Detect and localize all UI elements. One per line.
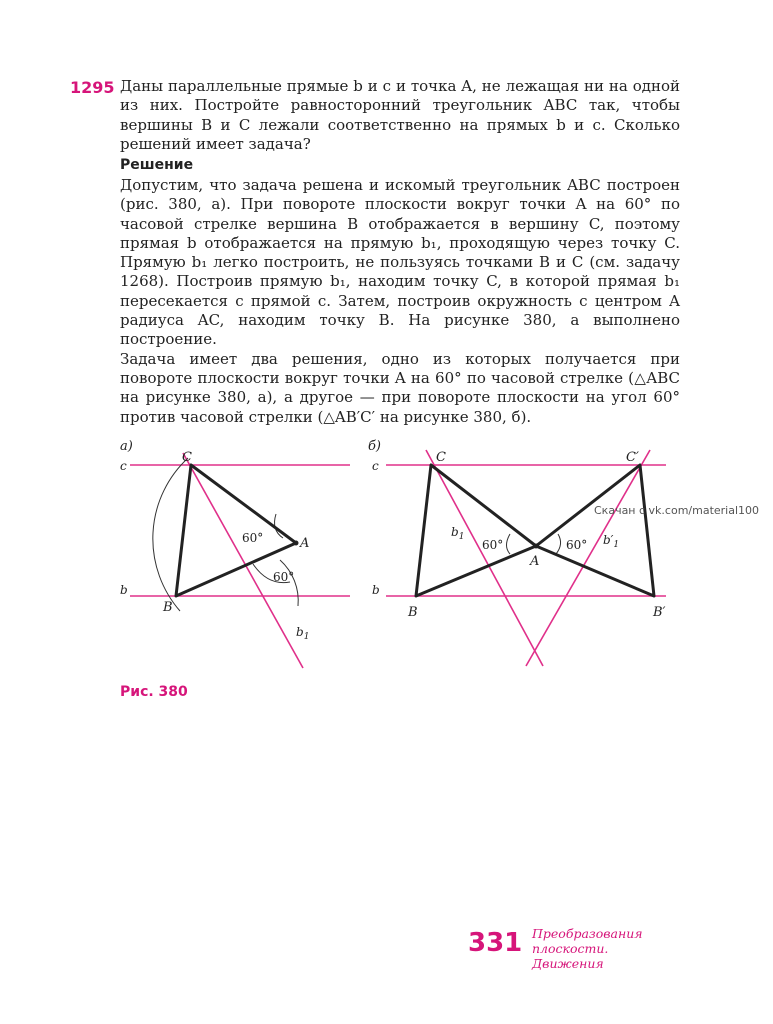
chapter-title (532, 926, 682, 971)
solution-paragraph-1: Допустим, что задача решена и искомый треугольник ABC построен (рис. 380, а). При повороте плоскости вокруг точки A на 60° по часовой стрелке вершина B отображается в вершину C, поэтому прямая b отображается на прямую b₁, проходящую через точку C. Прямую b₁ легко построить, не пользуясь точками B и C (см. задачу 1268). Построив прямую b₁, находим точку C, в которой прямая b₁ пересекается с прямой c. Затем, построив окружность с центром A радиуса AC, находим точку B. На рисунке 380, а выполнено построение. (120, 176, 680, 349)
problem-statement: Даны параллельные прямые b и c и точка A, не лежащая ни на одной из них. Постройте равносторонний треугольник ABC так, чтобы вершины B и C лежали соответственно на прямых b и c. Сколько решений имеет задача? (120, 77, 680, 153)
solution-heading: Решение (120, 157, 194, 173)
label-c-line: c (372, 459, 379, 473)
label-b-line: b (372, 583, 380, 597)
figure-b-panel-label: б) (368, 439, 382, 454)
label-b1: $b_1$ (296, 625, 310, 642)
label-vertex-b: B (163, 600, 173, 615)
angle-arc-1 (275, 514, 283, 538)
label-vertex-a: A (300, 536, 310, 551)
label-vertex-c: C (182, 450, 192, 465)
chapter-title-line-3: Движения (532, 956, 604, 971)
line-b1-prime (526, 450, 650, 666)
figure-caption: Рис. 380 (120, 684, 188, 700)
label-angle-1: 60° (242, 531, 264, 545)
label-vertex-a: A (530, 554, 540, 569)
problem-text (120, 77, 680, 154)
label-angle-1: 60° (482, 538, 504, 552)
chapter-title-line-1: Преобразования (532, 926, 643, 941)
figure-a (118, 436, 358, 676)
solution-paragraph-2: Задача имеет два решения, одно из которых получается при повороте плоскости вокруг точки A на 60° по часовой стрелке (△ABC на рисунке 380, а), а другое — при повороте плоскости на угол 60° против часовой стрелки (△AB′C′ на рисунке 380, б). (120, 349, 680, 426)
label-vertex-c-prime: C′ (626, 450, 639, 465)
label-vertex-b-prime: B′ (653, 605, 666, 620)
triangle-abc (416, 465, 536, 596)
solution-text (120, 176, 680, 427)
problem-number: 1295 (70, 78, 115, 97)
figure-a-panel-label: а) (120, 439, 133, 454)
label-angle-2: 60° (273, 570, 295, 584)
label-vertex-b: B (408, 605, 418, 620)
triangle-ab2c2 (536, 465, 654, 596)
page-number: 331 (468, 928, 523, 958)
line-b1 (183, 453, 303, 668)
label-b1: $b_1$ (451, 525, 465, 542)
angle-arc-1 (507, 534, 511, 554)
line-b1 (426, 450, 543, 666)
label-b1-prime: $b'_1$ (603, 533, 620, 550)
chapter-title-line-2: плоскости. (532, 941, 609, 956)
watermark: Скачан с vk.com/material100 (594, 504, 760, 517)
figure-b (368, 436, 668, 676)
point-a (534, 544, 539, 549)
label-c-line: c (120, 459, 127, 473)
angle-arc-2 (556, 534, 561, 554)
label-vertex-c: C (436, 450, 446, 465)
label-angle-2: 60° (566, 538, 588, 552)
point-a (294, 541, 299, 546)
label-b-line: b (120, 583, 128, 597)
